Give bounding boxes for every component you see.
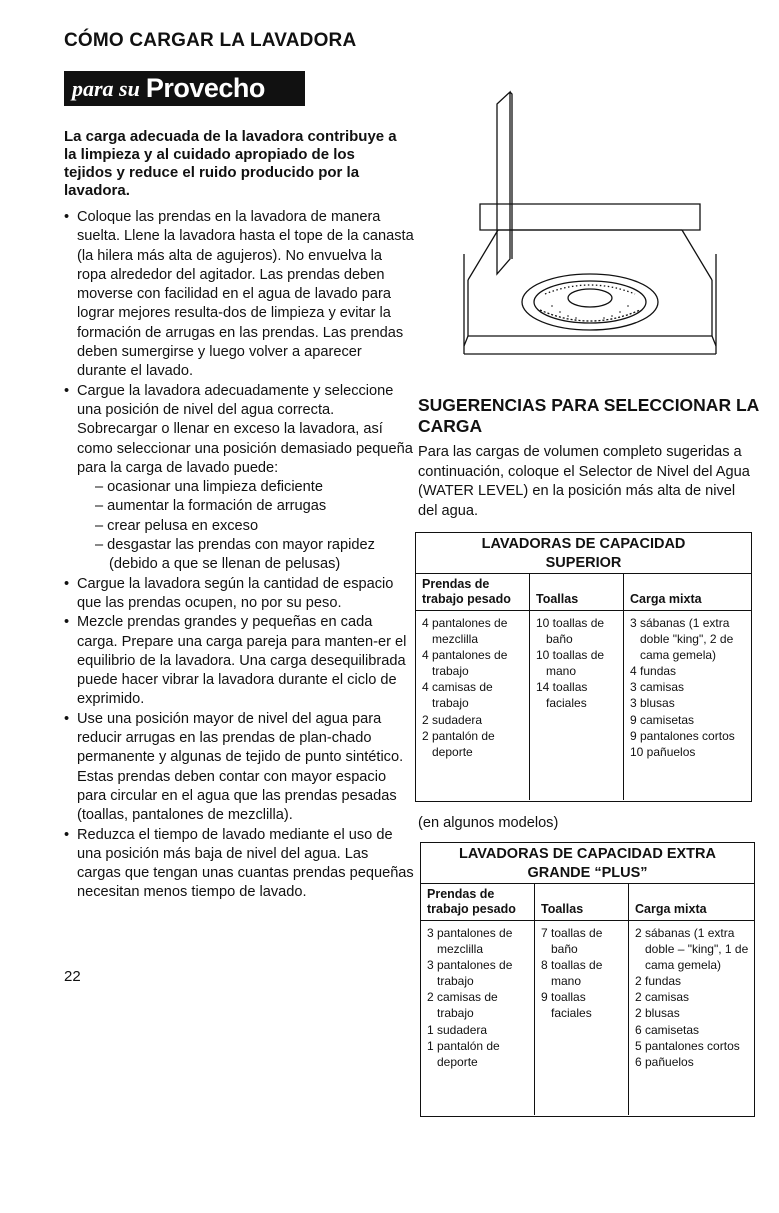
- sub-list: [77, 478, 414, 574]
- table-cell: 1 pantalón de deporte: [427, 1038, 500, 1069]
- table-cell: 2 pantalón de deporte: [422, 728, 495, 759]
- table-header-row: [416, 573, 751, 611]
- table-title: [421, 843, 754, 883]
- intro-paragraph: La carga adecuada de la lavadora contribuye a la limpieza y al cuidado apropiado de los tejidos y reduce el ruido producido por la lavadora.: [64, 128, 397, 199]
- models-note: (en algunos modelos): [418, 815, 559, 831]
- table-cell: 3 sábanas (1 extra doble "king", 2 de cama gemela): [630, 616, 734, 663]
- column-heavy-work: [416, 611, 529, 800]
- column-header: Toallas: [534, 884, 628, 920]
- badge-main: Provecho: [145, 73, 265, 103]
- table-cell: 3 pantalones de trabajo: [427, 958, 513, 989]
- sub-list-item: – crear pelusa en exceso: [95, 517, 259, 534]
- column-heavy-work: [421, 921, 534, 1115]
- table-cell: 14 toallas faciales: [536, 680, 588, 711]
- table-cell: 4 pantalones de trabajo: [422, 648, 508, 679]
- list-item: • Cargue la lavadora según la cantidad de espacio que las prendas ocupen, no por su peso.: [64, 575, 414, 614]
- table-cell: 6 camisetas: [635, 1022, 700, 1037]
- badge-prefix: para su: [72, 75, 140, 101]
- tips-list: [64, 208, 414, 903]
- table-header-row: [421, 883, 754, 921]
- table-cell: 9 pantalones cortos: [630, 728, 735, 743]
- table-body: [421, 921, 754, 1115]
- page-title: CÓMO CARGAR LA LAVADORA: [64, 30, 357, 51]
- table-cell: 4 camisas de trabajo: [422, 680, 493, 711]
- sub-list-item: – ocasionar una limpieza deficiente: [95, 479, 323, 496]
- table-title-line: SUPERIOR: [545, 555, 622, 571]
- washer-illustration: [440, 84, 740, 374]
- column-mixed-load: [628, 921, 754, 1115]
- column-towels: [529, 611, 623, 800]
- capacity-table-extra-large: [420, 842, 755, 1117]
- capacity-table-superior: [415, 532, 752, 802]
- section-body: Para las cargas de volumen completo sugeridas a continuación, coloque el Selector de Nivel del Agua (WATER LEVEL) en la posición más alta de nivel del agua.: [418, 444, 750, 519]
- table-cell: 3 pantalones de mezclilla: [427, 926, 513, 957]
- column-header: Prendas de trabajo pesado: [422, 577, 511, 606]
- table-cell: 3 blusas: [630, 696, 675, 711]
- column-mixed-load: [623, 611, 751, 800]
- table-title-line: GRANDE “PLUS”: [527, 865, 648, 881]
- table-cell: 10 toallas de mano: [536, 648, 605, 679]
- table-cell: 2 sábanas (1 extra doble – "king", 1 de cama gemela): [635, 926, 749, 973]
- table-cell: 2 camisas de trabajo: [427, 990, 498, 1021]
- column-towels: [534, 921, 628, 1115]
- column-header: Prendas de trabajo pesado: [427, 887, 516, 916]
- table-cell: 2 fundas: [635, 974, 682, 989]
- table-title-line: LAVADORAS DE CAPACIDAD EXTRA: [459, 846, 716, 862]
- table-cell: 1 sudadera: [427, 1022, 488, 1037]
- table-cell: 2 blusas: [635, 1006, 680, 1021]
- para-su-provecho-logo: [64, 71, 305, 106]
- table-body: [416, 611, 751, 800]
- table-cell: 3 camisas: [630, 680, 685, 695]
- list-item: • Mezcle prendas grandes y pequeñas en cada carga. Prepare una carga pareja para manten-er el equilibrio de la lavadora. Una carga desequilibrada puede hacer vibrar la lavadora durante el ciclo de exprimido.: [64, 613, 414, 709]
- table-cell: 4 fundas: [630, 664, 677, 679]
- table-cell: 7 toallas de baño: [541, 926, 603, 957]
- table-title-line: LAVADORAS DE CAPACIDAD: [481, 536, 686, 552]
- table-title: [416, 533, 751, 573]
- table-cell: 9 toallas faciales: [541, 990, 592, 1021]
- page-number: 22: [64, 968, 81, 985]
- table-cell: 8 toallas de mano: [541, 958, 603, 989]
- list-item-text: Cargue la lavadora adecuadamente y seleccione una posición de nivel del agua correcta. Sobrecargar o llenar en exceso la lavadora, así como seleccionar una posición demasiado pequeña para la carga de lavado puede:: [77, 382, 413, 476]
- table-cell: 4 pantalones de mezclilla: [422, 616, 508, 647]
- table-cell: 5 pantalones cortos: [635, 1038, 740, 1053]
- column-header: Toallas: [529, 574, 623, 610]
- table-cell: 6 pañuelos: [635, 1054, 694, 1069]
- table-cell: 2 sudadera: [422, 712, 483, 727]
- list-item: • Use una posición mayor de nivel del agua para reducir arrugas en las prendas de plan-chado permanente y algunas de tejido de punto sintético. Estas prendas deben contar con mayor espacio para circular en el agua que las prendas pesadas (toallas, pantalones de mezclilla).: [64, 710, 414, 826]
- section-title: SUGERENCIAS PARA SELECCIONAR LA CARGA: [418, 395, 759, 436]
- sub-list-item: – desgastar las prendas con mayor rapidez (debido a que se llenan de pelusas): [95, 537, 375, 573]
- table-cell: 2 camisas: [635, 990, 690, 1005]
- sub-list-item: – aumentar la formación de arrugas: [95, 498, 327, 515]
- column-header: Carga mixta: [628, 884, 754, 920]
- table-cell: 10 toallas de baño: [536, 616, 605, 647]
- table-cell: 9 camisetas: [630, 712, 695, 727]
- list-item: • Reduzca el tiempo de lavado mediante el uso de una posición más baja de nivel del agua. Las cargas que tengan unas cuantas prendas pequeñas necesitan menos tiempo de lavado.: [64, 826, 414, 903]
- column-header: Carga mixta: [623, 574, 751, 610]
- table-cell: 10 pañuelos: [630, 744, 696, 759]
- list-item: [64, 382, 414, 575]
- list-item: • Coloque las prendas en la lavadora de manera suelta. Llene la lavadora hasta el tope de la canasta (la hilera más alta de agujeros). No envuelva la ropa alrededor del agitador. Las prendas deben moverse con facilidad en el agua de lavado para lograr mejores resulta-dos de limpieza y evitar la formación de arrugas en las prendas. Las prendas deben sumergirse y luego volver a aparecer durante el lavado.: [64, 208, 414, 382]
